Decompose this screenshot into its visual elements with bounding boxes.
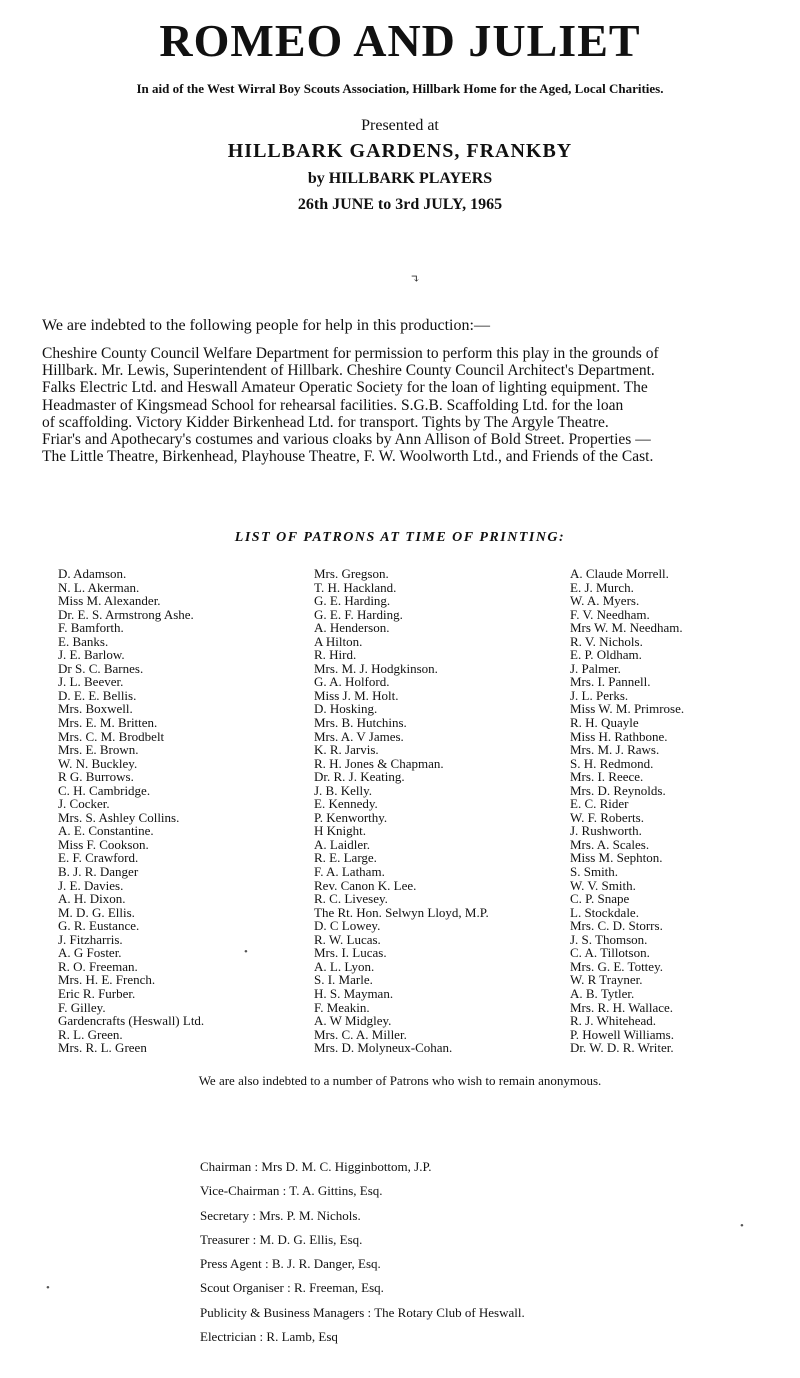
patron-name: A. B. Tytler. — [570, 985, 635, 1001]
performance-dates: 26th JUNE to 3rd JULY, 1965 — [297, 196, 503, 213]
patron-name: G. A. Holford. — [314, 674, 390, 690]
patron-name: Mrs. A. Scales. — [570, 836, 650, 852]
officer-row — [200, 1276, 525, 1300]
patron-name: Mrs. M. J. Raws. — [570, 742, 660, 758]
patron-name: G. R. Eustance. — [58, 918, 140, 934]
patron-name: S. H. Redmond. — [570, 755, 654, 771]
patron-name: D. Adamson. — [58, 566, 127, 581]
patron-name: R. H. Jones & Chapman. — [314, 755, 444, 771]
officer-name: Mrs. P. M. Nichols. — [259, 1207, 361, 1223]
patron-name: Miss H. Rathbone. — [570, 728, 668, 744]
patron-name: W. N. Buckley. — [58, 755, 138, 771]
ack-line: of scaffolding. Victory Kidder Birkenhead Ltd. for transport. Tights by The Argyle Theatre. — [42, 413, 609, 431]
patron-name: J. Cocker. — [58, 796, 110, 812]
patron-name: B. J. R. Danger — [58, 864, 139, 880]
patron-name: C. P. Snape — [570, 891, 630, 907]
patron-name: A. E. Constantine. — [58, 823, 154, 839]
ack-line: Falks Electric Ltd. and Heswall Amateur Operatic Society for the loan of lighting equipment. The — [42, 379, 648, 397]
patron-name: A. H. Dixon. — [58, 891, 126, 907]
ack-line: Hillbark. Mr. Lewis, Superintendent of Hillbark. Cheshire County Council Architect's Department. — [42, 362, 655, 380]
patron-name: S. I. Marle. — [314, 972, 373, 988]
patron-name: Miss F. Cookson. — [58, 836, 149, 852]
patron-name: Dr. E. S. Armstrong Ashe. — [58, 606, 194, 622]
officer-name: Mrs D. M. C. Higginbottom, J.P. — [261, 1159, 432, 1174]
patron-name: R. V. Nichols. — [570, 633, 643, 649]
officer-role: Secretary : — [200, 1207, 256, 1223]
patron-name: J. Palmer. — [570, 660, 621, 676]
patron-name: L. Stockdale. — [570, 904, 639, 920]
patron-name: Mrs. E. Brown. — [58, 742, 139, 758]
company: by HILLBARK PLAYERS — [307, 170, 493, 187]
patron-name: C. H. Cambridge. — [58, 782, 151, 798]
patron-name: Mrs. B. Hutchins. — [314, 715, 407, 731]
patron-name: J. L. Beever. — [58, 674, 124, 690]
patron-name: R. Hird. — [314, 647, 357, 663]
acknowledgements-intro: We are indebted to the following people for help in this production:— — [42, 317, 490, 334]
patron-name: E. P. Oldham. — [570, 647, 642, 663]
patron-name: P. Howell Williams. — [570, 1026, 674, 1042]
patron-name: J. S. Thomson. — [570, 931, 648, 947]
patron-name: J. Rushworth. — [570, 823, 642, 839]
patrons-column-1 — [58, 567, 204, 1055]
anonymous-patrons-note: We are also indebted to a number of Patrons who wish to remain anonymous. — [198, 1073, 602, 1088]
patron-name: A. L. Lyon. — [314, 958, 375, 974]
patron-name: W. R Trayner. — [570, 972, 643, 988]
patron-name: R. J. Whitehead. — [570, 1013, 657, 1029]
print-speck: • — [46, 1282, 50, 1294]
patron-name: Mrs. R. H. Wallace. — [570, 999, 674, 1015]
officer-row — [200, 1252, 525, 1276]
officer-row — [200, 1155, 525, 1179]
patron-name: E. F. Crawford. — [58, 850, 139, 866]
patron-name: Miss W. M. Primrose. — [570, 701, 685, 717]
patron-name: R. W. Lucas. — [314, 931, 381, 947]
patron-name: D. C Lowey. — [314, 918, 381, 934]
patron-name: C. A. Tillotson. — [570, 945, 650, 961]
patron-name: Eric R. Furber. — [58, 985, 136, 1001]
print-speck: • — [740, 1220, 744, 1232]
patron-name: R. C. Livesey. — [314, 891, 388, 907]
patrons-column-3 — [570, 567, 684, 1055]
patron-name: J. L. Perks. — [570, 687, 629, 703]
patron-name: Mrs. S. Ashley Collins. — [58, 809, 180, 825]
officers-list — [200, 1155, 525, 1349]
ack-line: Friar's and Apothecary's costumes and various cloaks by Ann Allison of Bold Street. Properties — — [42, 431, 651, 449]
officer-name: The Rotary Club of Heswall. — [374, 1304, 525, 1320]
patron-name: E. J. Murch. — [570, 579, 634, 595]
patron-name: Mrs. C. M. Brodbelt — [58, 728, 165, 744]
officer-row — [200, 1325, 525, 1349]
patron-name: Mrs. I. Lucas. — [314, 945, 387, 961]
patron-name: A. Laidler. — [314, 836, 370, 852]
presented-at: Presented at — [361, 117, 439, 134]
patron-name: Mrs. Gregson. — [314, 566, 389, 581]
patron-name: M. D. G. Ellis. — [58, 904, 135, 920]
patron-name: R. E. Large. — [314, 850, 377, 866]
patron-name: F. Meakin. — [314, 999, 370, 1015]
patron-name: R G. Burrows. — [58, 769, 134, 785]
officer-row — [200, 1301, 525, 1325]
patron-name: G. E. F. Harding. — [314, 606, 403, 622]
patron-name: Mrs. D. Molyneux-Cohan. — [314, 1040, 453, 1056]
officer-role: Scout Organiser : — [200, 1280, 291, 1296]
venue: HILLBARK GARDENS, FRANKBY — [227, 140, 573, 162]
patron-name: D. E. E. Bellis. — [58, 687, 137, 703]
patron-name: Mrs. E. M. Britten. — [58, 715, 158, 731]
patron-name: Miss M. Alexander. — [58, 593, 161, 609]
patron-name: E. C. Rider — [570, 796, 629, 812]
patron-name: W. F. Roberts. — [570, 809, 644, 825]
officer-role: Vice-Chairman : — [200, 1183, 287, 1199]
page-title: ROMEO AND JULIET — [159, 15, 641, 66]
patron-name: Mrs. R. L. Green — [58, 1040, 147, 1056]
officer-role: Chairman : — [200, 1159, 259, 1174]
patron-name: W. A. Myers. — [570, 593, 640, 609]
officer-row — [200, 1179, 525, 1203]
officer-row — [200, 1204, 525, 1228]
charity-line: In aid of the West Wirral Boy Scouts Association, Hillbark Home for the Aged, Local Charities. — [136, 81, 664, 96]
patron-name: Mrs. I. Pannell. — [570, 674, 651, 690]
patron-name: Mrs. H. E. French. — [58, 972, 156, 988]
patron-name: Mrs. C. D. Storrs. — [570, 918, 663, 934]
patron-name: Rev. Canon K. Lee. — [314, 877, 417, 893]
patron-name: Dr. W. D. R. Writer. — [570, 1040, 674, 1056]
patron-name: P. Kenworthy. — [314, 809, 388, 825]
patron-name: Gardencrafts (Heswall) Ltd. — [58, 1013, 205, 1029]
patron-name: Mrs. M. J. Hodgkinson. — [314, 660, 438, 676]
patron-name: Mrs. G. E. Tottey. — [570, 958, 663, 974]
officer-name: T. A. Gittins, Esq. — [289, 1183, 383, 1199]
patron-name: W. V. Smith. — [570, 877, 636, 893]
ornament-mark: ↴ — [410, 272, 421, 286]
ack-line: Headmaster of Kingsmead School for rehearsal facilities. S.G.B. Scaffolding Ltd. for the loan — [42, 396, 624, 414]
patron-name: G. E. Harding. — [314, 593, 391, 609]
patron-name: Miss M. Sephton. — [570, 850, 663, 866]
patron-name: E. Banks. — [58, 633, 109, 649]
patron-name: Dr. R. J. Keating. — [314, 769, 405, 785]
patron-name: Mrs W. M. Needham. — [570, 620, 683, 636]
patron-name: H Knight. — [314, 823, 366, 839]
patron-name: R. O. Freeman. — [58, 958, 138, 974]
officer-name: M. D. G. Ellis, Esq. — [259, 1231, 363, 1247]
patron-name: E. Kennedy. — [314, 796, 378, 812]
acknowledgements-text — [42, 345, 762, 465]
officer-name: B. J. R. Danger, Esq. — [271, 1256, 381, 1272]
patron-name: S. Smith. — [570, 864, 619, 880]
patron-name: J. Fitzharris. — [58, 931, 123, 947]
patron-name: J. B. Kelly. — [314, 782, 373, 798]
officer-role: Publicity & Business Managers : — [200, 1304, 372, 1320]
patron-name: A. W Midgley. — [314, 1013, 392, 1029]
patron-name: Mrs. C. A. Miller. — [314, 1026, 407, 1042]
patron-name: F. A. Latham. — [314, 864, 385, 880]
officer-row — [200, 1228, 525, 1252]
patron-name: Mrs. D. Reynolds. — [570, 782, 666, 798]
patron-name: F. Gilley. — [58, 999, 106, 1015]
patron-name: R. L. Green. — [58, 1026, 123, 1042]
patron-name: Dr S. C. Barnes. — [58, 660, 144, 676]
patron-name: A. Henderson. — [314, 620, 390, 636]
patron-name: K. R. Jarvis. — [314, 742, 379, 758]
patron-name: A Hilton. — [314, 633, 363, 649]
patron-name: Mrs. Boxwell. — [58, 701, 133, 717]
patron-name: T. H. Hackland. — [314, 579, 397, 595]
patron-name: J. E. Barlow. — [58, 647, 125, 663]
officer-name: R. Freeman, Esq. — [294, 1280, 384, 1296]
patrons-column-2 — [314, 567, 489, 1055]
patron-name: Mrs. A. V James. — [314, 728, 404, 744]
print-speck: • — [244, 946, 248, 958]
patron-name: The Rt. Hon. Selwyn Lloyd, M.P. — [314, 904, 489, 920]
patrons-heading: LIST OF PATRONS AT TIME OF PRINTING: — [234, 530, 566, 545]
officer-role: Press Agent : — [200, 1256, 269, 1272]
patron-name: J. E. Davies. — [58, 877, 124, 893]
patron-name: A. G Foster. — [58, 945, 122, 961]
patron-name: Miss J. M. Holt. — [314, 687, 399, 703]
patron-name: H. S. Mayman. — [314, 985, 394, 1001]
patron-name: F. V. Needham. — [570, 606, 650, 622]
patron-name: D. Hosking. — [314, 701, 378, 717]
officer-role: Treasurer : — [200, 1231, 257, 1247]
patron-name: F. Bamforth. — [58, 620, 124, 636]
patron-name: Mrs. I. Reece. — [570, 769, 644, 785]
officer-role: Electrician : — [200, 1329, 264, 1345]
patron-name: N. L. Akerman. — [58, 579, 140, 595]
ack-line: The Little Theatre, Birkenhead, Playhouse Theatre, F. W. Woolworth Ltd., and Friends of the Cast. — [42, 448, 654, 466]
patron-name: R. H. Quayle — [570, 715, 639, 731]
patron-name: A. Claude Morrell. — [570, 566, 669, 581]
officer-name: R. Lamb, Esq — [266, 1329, 338, 1345]
ack-line: Cheshire County Council Welfare Department for permission to perform this play in the grounds of — [42, 345, 659, 362]
